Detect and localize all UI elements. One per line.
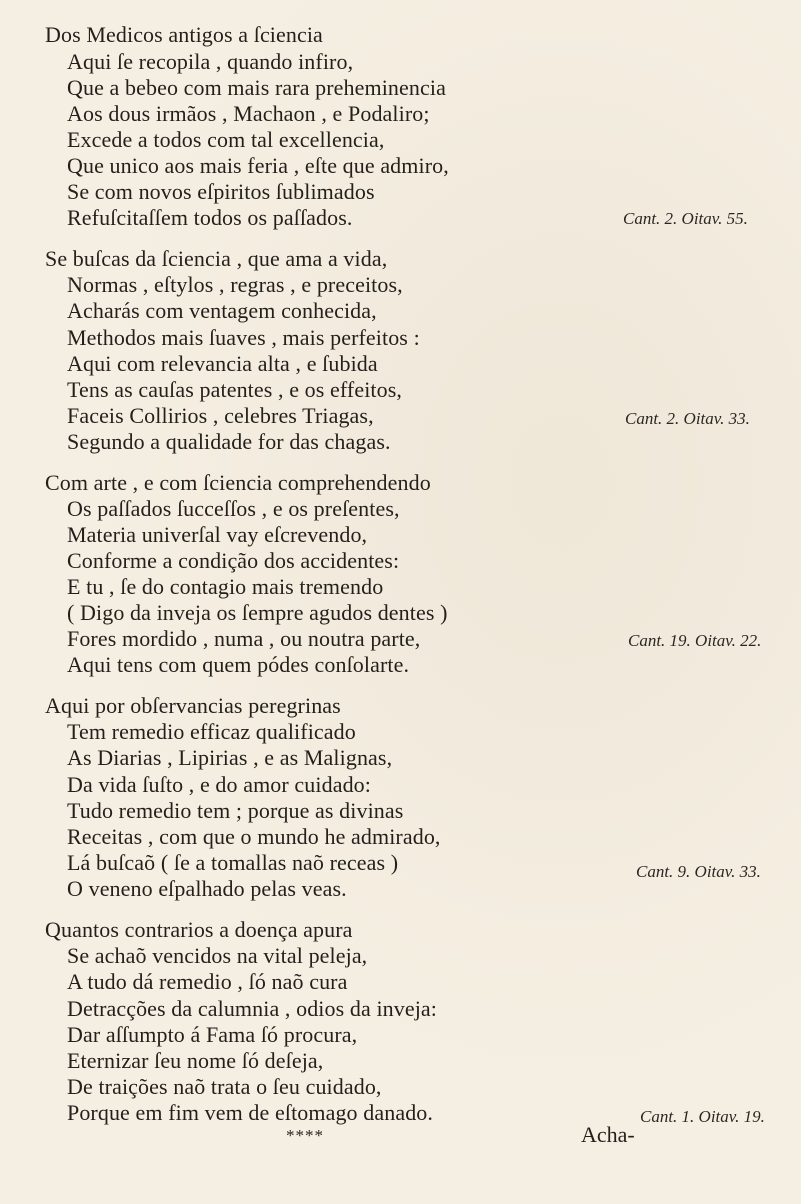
verse-line: Segundo a qualidade for das chagas. bbox=[67, 429, 391, 454]
verse-line: Aqui ſe recopila , quando infiro, bbox=[67, 49, 354, 74]
margin-note: Cant. 1. Oitav. 19. bbox=[640, 1107, 765, 1126]
verse-line: Receitas , com que o mundo he admirado, bbox=[67, 824, 441, 849]
verse-line: Quantos contrarios a doença apura bbox=[45, 917, 353, 942]
verse-line: Materia univerſal vay eſcrevendo, bbox=[67, 522, 368, 547]
verse-line: Que a bebeo com mais rara preheminencia bbox=[67, 75, 446, 100]
verse-line: Porque em fim vem de eſtomago danado. bbox=[67, 1100, 433, 1125]
verse-line: ( Digo da inveja os ſempre agudos dentes ) bbox=[67, 600, 448, 625]
verse-line: Tudo remedio tem ; porque as divinas bbox=[67, 798, 404, 823]
verse-line: Faceis Collirios , celebres Triagas, bbox=[67, 403, 374, 428]
verse-line: O veneno eſpalhado pelas veas. bbox=[67, 876, 347, 901]
verse-line: Com arte , e com ſciencia comprehendendo bbox=[45, 470, 431, 495]
verse-line: Se achaõ vencidos na vital peleja, bbox=[67, 943, 368, 968]
verse-line: A tudo dá remedio , ſó naõ cura bbox=[67, 969, 348, 994]
verse-line: Dar aſſumpto á Fama ſó procura, bbox=[67, 1022, 358, 1047]
verse-line: Eternizar ſeu nome ſó deſeja, bbox=[67, 1048, 324, 1073]
margin-note: Cant. 2. Oitav. 55. bbox=[623, 209, 748, 228]
verse-line: Aqui tens com quem pódes conſolarte. bbox=[67, 652, 410, 677]
verse-line: Aqui por obſervancias peregrinas bbox=[45, 693, 341, 718]
verse-line: Da vida ſuſto , e do amor cuidado: bbox=[67, 772, 371, 797]
verse-line: Refuſcitaſſem todos os paſſados. bbox=[67, 205, 353, 230]
verse-line: Conforme a condição dos accidentes: bbox=[67, 548, 400, 573]
verse-line: Methodos mais ſuaves , mais perfeitos : bbox=[67, 325, 420, 350]
ornament-stars: **** bbox=[286, 1126, 324, 1145]
verse-line: Fores mordido , numa , ou noutra parte, bbox=[67, 626, 421, 651]
margin-note: Cant. 9. Oitav. 33. bbox=[636, 862, 761, 881]
verse-line: De traições naõ trata o ſeu cuidado, bbox=[67, 1074, 382, 1099]
verse-line: As Diarias , Lipirias , e as Malignas, bbox=[67, 745, 393, 770]
verse-line: Acharás com ventagem conhecida, bbox=[67, 298, 377, 323]
verse-line: Aqui com relevancia alta , e ſubida bbox=[67, 351, 378, 376]
verse-line: Excede a todos com tal excellencia, bbox=[67, 127, 385, 152]
verse-line: Que unico aos mais feria , eſte que admiro, bbox=[67, 153, 449, 178]
verse-line: E tu , ſe do contagio mais tremendo bbox=[67, 574, 384, 599]
verse-line: Normas , eſtylos , regras , e preceitos, bbox=[67, 272, 403, 297]
verse-line: Dos Medicos antigos a ſciencia bbox=[45, 22, 323, 47]
margin-note: Cant. 2. Oitav. 33. bbox=[625, 409, 750, 428]
verse-line: Detracções da calumnia , odios da inveja: bbox=[67, 996, 438, 1021]
verse-line: Os paſſados ſucceſſos , e os preſentes, bbox=[67, 496, 400, 521]
catchword: Acha- bbox=[581, 1122, 635, 1147]
margin-note: Cant. 19. Oitav. 22. bbox=[628, 631, 762, 650]
show-through-texture bbox=[470, 30, 475, 54]
verse-line: Se buſcas da ſciencia , que ama a vida, bbox=[45, 246, 388, 271]
verse-line: Lá buſcaõ ( ſe a tomallas naõ receas ) bbox=[67, 850, 399, 875]
verse-line: Se com novos eſpiritos ſublimados bbox=[67, 179, 375, 204]
verse-line: Tem remedio efficaz qualificado bbox=[67, 719, 356, 744]
verse-line: Tens as cauſas patentes , e os effeitos, bbox=[67, 377, 402, 402]
verse-line: Aos dous irmãos , Machaon , e Podaliro; bbox=[67, 101, 430, 126]
